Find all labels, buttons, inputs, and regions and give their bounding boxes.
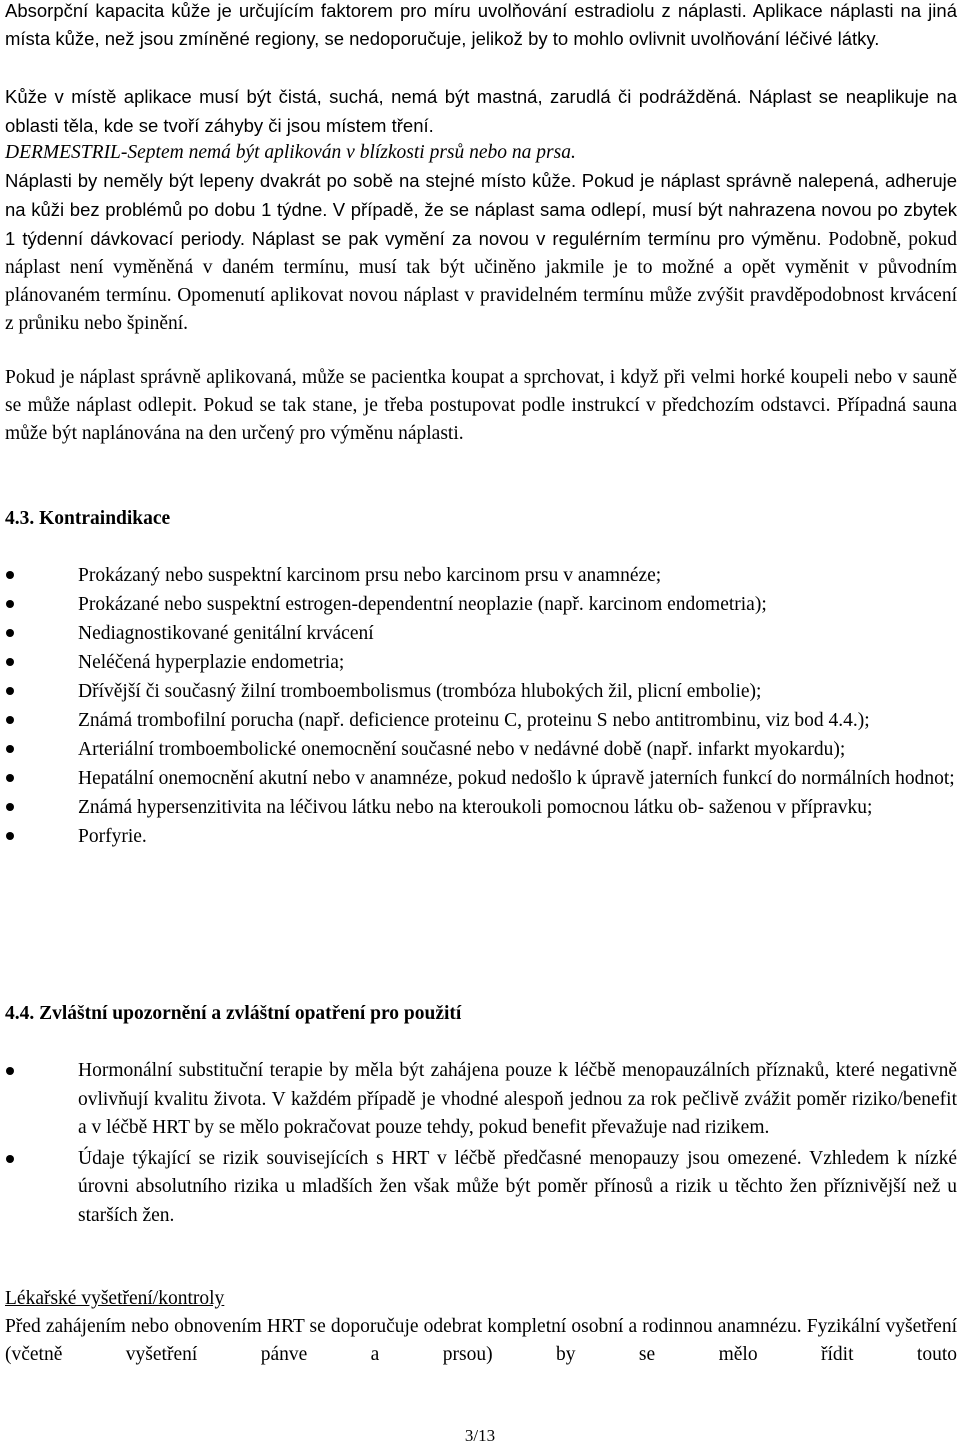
- contraindications-list: [5, 561, 957, 851]
- replace-sentence-3: V případě, že se náplast sama odlepí, musí být nahrazena novou po zbytek 1 týdenní dávkovací periody.: [5, 199, 958, 249]
- bullet-icon: [6, 735, 16, 764]
- list-item-text: Prokázané nebo suspektní estrogen-dependentní neoplazie (např. karcinom endometria);: [78, 594, 767, 615]
- bullet-icon: [6, 677, 16, 706]
- list-item: [5, 735, 957, 764]
- exam-text: Před zahájením nebo obnovením HRT se doporučuje odebrat kompletní osobní a rodinnou anamnézu. Fyzikální vyšetření (včetně vyšetření pánve a prsou) by se mělo řídit touto: [5, 1316, 957, 1365]
- list-item: [5, 764, 957, 793]
- bullet-icon: [6, 793, 16, 822]
- skin-sentence-2: Náplast se neaplikuje na oblasti těla, kde se tvoří záhyby či jsou místem tření.: [5, 86, 957, 136]
- subheading-medical-exam: [5, 1285, 224, 1313]
- list-item: [5, 706, 957, 735]
- bullet-icon: [6, 822, 16, 851]
- list-item-text: Známá trombofilní porucha (např. deficience proteinu C, proteinu S nebo antitrombinu, viz bod 4.4.);: [78, 710, 870, 731]
- list-item-text: Údaje týkající se rizik souvisejících s HRT v léčbě předčasné menopauzy jsou omezené. Vzhledem k nízké úrovni absolutního rizika u mladších žen však může být poměr přínosů a rizik u těchto žen příznivější než u starších žen.: [78, 1147, 957, 1226]
- list-item: [5, 619, 957, 648]
- list-item: [5, 677, 957, 706]
- list-item-text: Známá hypersenzitivita na léčivou látku nebo na kteroukoli pomocnou látku ob- saženou v přípravku;: [78, 797, 873, 818]
- absorption-sentence-1: Absorpční kapacita kůže je určujícím faktorem pro míru uvolňování estradiolu z náplasti.: [5, 0, 747, 21]
- absorption-sentence-2: Aplikace náplasti na jiná místa kůže, než jsou zmíněné regiony, se nedoporučuje, jelikož by to mohlo ovlivnit uvolňování léčivé látky.: [5, 0, 957, 49]
- paragraph-replacement: [5, 167, 957, 338]
- replace-sentence-1: Náplasti by neměly být lepeny dvakrát po sobě na stejné místo kůže.: [5, 170, 577, 191]
- breast-warning-text: DERMESTRIL-Septem nemá být aplikován v blízkosti prsů nebo na prsa.: [5, 142, 576, 163]
- list-item-text: Nediagnostikované genitální krvácení: [78, 623, 374, 644]
- heading-title: Zvláštní upozornění a zvláštní opatření pro použití: [39, 1003, 462, 1024]
- paragraph-medical-exam: [5, 1313, 957, 1369]
- heading-number: 4.4.: [5, 1003, 35, 1024]
- heading-special-warnings: [5, 1000, 461, 1028]
- list-item: [5, 1057, 957, 1143]
- list-item-text: Prokázaný nebo suspektní karcinom prsu nebo karcinom prsu v anamnéze;: [78, 565, 662, 586]
- paragraph-skin: [5, 83, 957, 141]
- page-footer: [0, 1426, 960, 1446]
- list-item: [5, 822, 957, 851]
- list-item-text: Neléčená hyperplazie endometria;: [78, 652, 345, 673]
- list-item-text: Arteriální tromboembolické onemocnění současné nebo v nedávné době (např. infarkt myokardu);: [78, 739, 846, 760]
- replace-sentence-6: Opomenutí aplikovat novou náplast v pravidelném termínu může zvýšit pravděpodobnost krvácení z průniku nebo špinění.: [5, 285, 958, 334]
- bullet-icon: [6, 648, 16, 677]
- list-item-text: Porfyrie.: [78, 826, 147, 847]
- bullet-icon: [6, 764, 16, 793]
- bullet-icon: [6, 1145, 16, 1174]
- paragraph-absorption: [5, 0, 957, 53]
- list-item-text: Hormonální substituční terapie by měla být zahájena pouze k léčbě menopauzálních příznaků, které negativně ovlivňují kvalitu života. V každém případě je vhodné alespoň jednou za rok pečlivě zvážit poměr riziko/benefit a v léčbě HRT by se mělo pokračovat pouze tehdy, pokud benefit převažuje nad rizikem.: [78, 1060, 957, 1138]
- list-item: [5, 793, 957, 822]
- bullet-icon: [6, 590, 16, 619]
- replace-sentence-4: Náplast se pak vymění za novou v regulérním termínu pro výměnu.: [251, 228, 822, 249]
- special-warnings-list: [5, 1057, 957, 1230]
- bath-sentence-3: Případná sauna může být naplánována na den určený pro výměnu náplasti.: [5, 395, 958, 444]
- page-number: 3/13: [464, 1426, 496, 1445]
- list-item: [5, 1145, 957, 1231]
- bullet-icon: [6, 706, 16, 735]
- bullet-icon: [6, 1057, 16, 1086]
- skin-sentence-sans: Kůže v místě aplikace musí být čistá, suchá, nemá být mastná, zarudlá či podrážděná.: [5, 86, 742, 107]
- heading-contraindications: [5, 505, 170, 533]
- replace-sentence-2: Pokud je náplast správně nalepená, adheruje na kůži bez problémů po dobu 1 týdne.: [5, 170, 958, 220]
- subheading-text: Lékařské vyšetření/kontroly: [5, 1288, 225, 1309]
- bath-sentence-2: Pokud se tak stane, je třeba postupovat podle instrukcí v předchozím odstavci.: [203, 395, 831, 416]
- replace-sentence-5: Podobně, pokud náplast není vyměněná v daném termínu, musí tak být učiněno jakmile je to možné a opět vyměnit v původním plánovaném termínu.: [5, 229, 957, 306]
- list-item-text: Dřívější či současný žilní tromboembolismus (trombóza hlubokých žil, plicní embolie);: [78, 681, 762, 702]
- list-item: [5, 590, 957, 619]
- paragraph-bathing: [5, 364, 957, 448]
- heading-title: Kontraindikace: [39, 508, 171, 529]
- paragraph-breast-warning: [5, 139, 957, 167]
- bullet-icon: [6, 619, 16, 648]
- bath-sentence-1: Pokud je náplast správně aplikovaná, může se pacientka koupat a sprchovat, i když při velmi horké koupeli nebo v sauně se může náplast odlepit.: [5, 367, 957, 416]
- list-item-text: Hepatální onemocnění akutní nebo v anamnéze, pokud nedošlo k úpravě jaterních funkcí do normálních hodnot;: [78, 768, 955, 789]
- list-item: [5, 561, 957, 590]
- heading-number: 4.3.: [5, 508, 35, 529]
- list-item: [5, 648, 957, 677]
- bullet-icon: [6, 561, 16, 590]
